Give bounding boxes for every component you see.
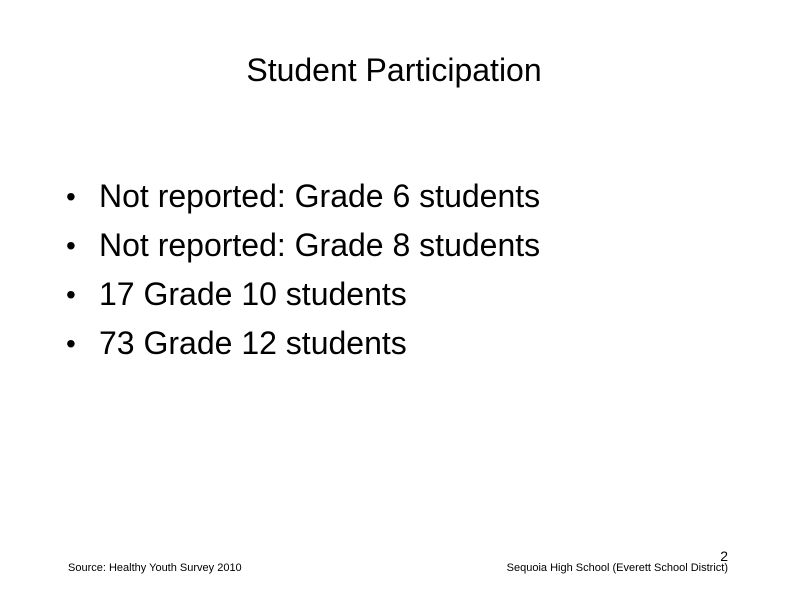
bullet-item xyxy=(66,221,746,270)
slide-title: Student Participation xyxy=(246,52,542,88)
bullet-list xyxy=(66,172,746,368)
bullet-marker: • xyxy=(66,279,76,310)
bullet-text: 73 Grade 12 students xyxy=(99,325,407,361)
bullet-marker: • xyxy=(66,328,76,359)
footer-source: Source: Healthy Youth Survey 2010 xyxy=(68,562,242,574)
bullet-text: Not reported: Grade 6 students xyxy=(99,178,541,214)
bullet-marker: • xyxy=(66,230,76,261)
bullet-item xyxy=(66,172,746,221)
footer-school: Sequoia High School (Everett School District) xyxy=(506,562,728,574)
bullet-marker: • xyxy=(66,181,76,212)
bullet-item xyxy=(66,270,746,319)
slide-number: 2 xyxy=(720,548,728,564)
bullet-text: 17 Grade 10 students xyxy=(99,276,407,312)
bullet-item xyxy=(66,319,746,368)
bullet-text: Not reported: Grade 8 students xyxy=(99,227,541,263)
